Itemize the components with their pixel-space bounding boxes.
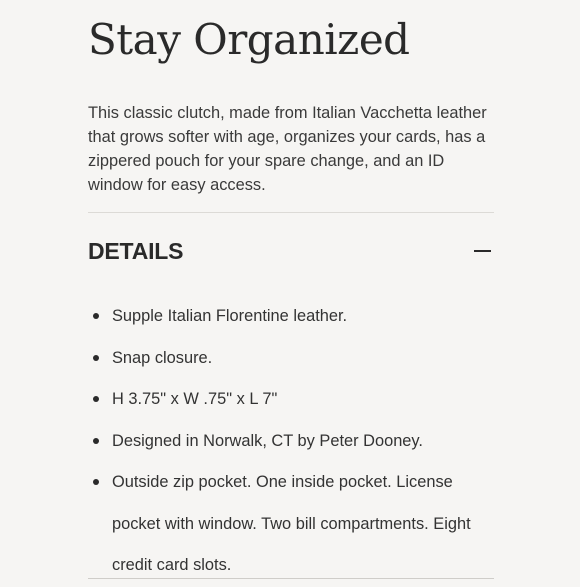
detail-text: Supple Italian Florentine leather. — [112, 307, 348, 325]
list-item — [88, 338, 494, 380]
details-heading: DETAILS — [88, 238, 184, 264]
detail-text: H 3.75" x W .75" x L 7" — [112, 390, 278, 408]
product-details-panel — [88, 0, 494, 580]
list-item — [88, 421, 494, 463]
bullet-icon — [93, 479, 99, 485]
list-item — [88, 296, 494, 338]
list-item — [88, 462, 494, 587]
section-title: Stay Organized — [88, 15, 410, 64]
detail-text: Outside zip pocket. One inside pocket. License pocket with window. Two bill compartments. Eight credit card slots. — [112, 473, 471, 574]
details-collapse-button[interactable] — [472, 239, 492, 263]
minus-icon — [474, 250, 491, 252]
details-accordion-header[interactable] — [88, 230, 494, 274]
bottom-divider — [88, 578, 494, 579]
bullet-icon — [93, 355, 99, 361]
bullet-icon — [93, 313, 99, 319]
bullet-icon — [93, 438, 99, 444]
list-item — [88, 379, 494, 421]
details-list — [88, 296, 494, 587]
product-description: This classic clutch, made from Italian Vacchetta leather that grows softer with age, organizes your cards, has a zippered pouch for your spare change, and an ID window for easy access. — [88, 104, 487, 194]
bullet-icon — [93, 396, 99, 402]
detail-text: Snap closure. — [112, 348, 213, 367]
detail-text: Designed in Norwalk, CT by Peter Dooney. — [112, 431, 423, 450]
section-divider — [88, 212, 494, 213]
